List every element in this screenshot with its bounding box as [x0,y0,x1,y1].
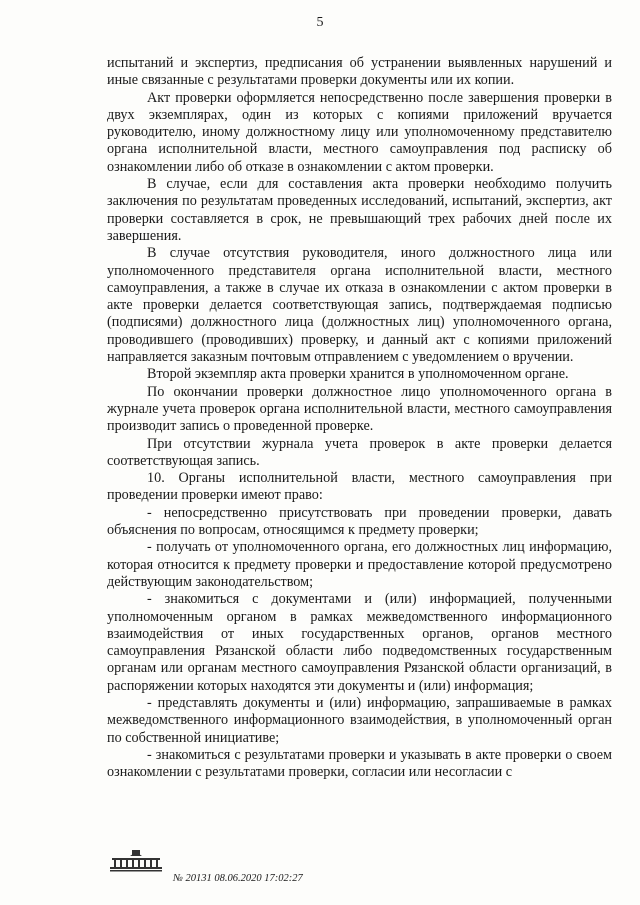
page-number: 5 [316,15,324,30]
paragraph: Акт проверки оформляется непосредственно после завершения проверки в двух экземплярах, один из которых с копиями приложений вручается руководителю, иному должностному лицу или уполномоченному представителю органа исполнительной власти, местного самоуправления под расписку об ознакомлении либо об отказе в ознакомлении с актом проверки. [107,89,612,175]
document-body [107,55,612,781]
paragraph: По окончании проверки должностное лицо уполномоченного органа в журнале учета проверок органа исполнительной власти, местного самоуправления производит запись о проведенной проверке. [107,383,612,435]
paragraph: При отсутствии журнала учета проверок в акте проверки делается соответствующая запись. [107,435,612,469]
registration-stamp: № 20131 08.06.2020 17:02:27 [173,873,303,884]
paragraph: Второй экземпляр акта проверки хранится в уполномоченном органе. [147,366,569,383]
paragraph: - знакомиться с результатами проверки и указывать в акте проверки о своем ознакомлении с результатами проверки, согласии или несогласии с [107,746,612,781]
paragraph: В случае, если для составления акта проверки необходимо получить заключения по результатам проведенных исследований, испытаний, экспертиз, акт проверки составляется в срок, не превышающий трех рабочих дней после их завершения. [107,176,612,244]
paragraph: испытаний и экспертиз, предписания об устранении выявленных нарушений и иные связанные с результатами проверки документы или их копии. [107,55,612,89]
paragraph: В случае отсутствия руководителя, иного должностного лица или уполномоченного представителя органа исполнительной власти, местного самоуправления, а также в случае их отказа в ознакомлении с актом проверки в акте проверки делается соответствующая запись, подтверждаемая подписью (подписями) должностного лица (должностных лиц) уполномоченного органа, проводившего (проводивших) проверку, и данный акт с копиями приложений направляется заказным почтовым отправлением с уведомлением о вручении. [107,245,612,366]
paragraph: - получать от уполномоченного органа, его должностных лиц информацию, которая относится к предмету проверки и предоставление которой предусмотрено действующим законодательством; [107,539,612,590]
paragraph: - непосредственно присутствовать при проведении проверки, давать объяснения по вопросам, относящимся к предмету проверки; [107,504,612,539]
paragraph: - представлять документы и (или) информацию, запрашиваемые в рамках межведомственного информационного взаимодействия, в уполномоченный орган по собственной инициативе; [107,694,612,746]
paragraph: 10. Органы исполнительной власти, местного самоуправления при проведении проверки имеют право: [107,470,612,504]
building-emblem-icon [106,848,166,872]
paragraph: - знакомиться с документами и (или) информацией, полученными уполномоченным органом в рамках межведомственного информационного взаимодействия от иных государственных органов, органов местного самоуправления Рязанской области либо подведомственных государственным органам или органам местного самоуправления Рязанской области организаций, в распоряжении которых находятся эти документы и (или) информация; [107,591,612,694]
